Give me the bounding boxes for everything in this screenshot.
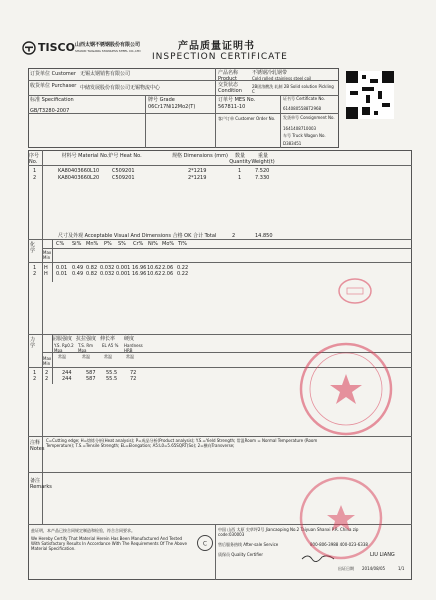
item-weight: 7.330 <box>255 175 270 181</box>
chem-mo: 2.06 <box>162 265 174 271</box>
chem-limit-label: Max Min <box>43 250 52 260</box>
consign-label: 发货单号 Consignment No. <box>283 115 335 120</box>
remarks-label: 备注 Remarks <box>30 478 52 490</box>
mech-temp-3: 常温 <box>104 354 112 359</box>
items-header-material: 材料号 Material No. <box>61 153 109 159</box>
company-stamp-icon <box>298 475 384 561</box>
certification-stamp-small <box>196 534 214 552</box>
mech-row-no: 2 <box>33 376 37 382</box>
chem-s: 0.001 <box>116 271 131 277</box>
product-value-cn: 不锈钢冷轧钢带 <box>252 70 288 76</box>
date-label: 出证日期 <box>338 566 354 571</box>
mech-temp-2: 常温 <box>82 354 90 359</box>
chem-mo: 2.06 <box>162 271 174 277</box>
mech-header-ts: 抗拉强度 <box>76 336 97 342</box>
mech-header-el: 伸长率 <box>100 336 116 342</box>
address: 中国 山西 太原 尖草坪2号 Jiancaoping No.2 Taiyuan Shanxi P.R. China zip code:030003 <box>218 527 359 537</box>
chem-row-no: 2 <box>33 271 37 277</box>
chem-si: 0.49 <box>72 265 84 271</box>
customer-label: 订货单位 Customer <box>30 71 76 77</box>
statement-cn: 兹证明，本产品已按合同规定制造和检验，符合合同要求。 <box>31 528 135 533</box>
title-cn: 产品质量证明书 <box>178 41 255 52</box>
mech-header-ts-en: T.S. Rm Mpa <box>78 343 93 353</box>
spec-label: 标准 Specification <box>30 97 74 103</box>
condition-value: 2B固溶酸洗 轧制 2B Solid solution Pickling C <box>252 84 334 94</box>
chem-si: 0.49 <box>72 271 84 277</box>
condition-label: 交货状态 Condition <box>218 82 242 94</box>
notes-text: C=Cutting edge; H=熔炼分析(Heat analysis); P=成品分析(Product analysis); Y.S.=Yield Strength; 常温Room = Normal Temperature (Room Temperature); T.S.=Tensile Strength; EL=Elongation; A5:L0=5.65SQRT(So); 2=横向Transverse; <box>46 438 318 448</box>
purchaser-value: 中储发展股份有限公司无锡物流中心 <box>80 85 161 91</box>
item-dim: 2*1219 <box>188 168 207 174</box>
brand-name: TISCO <box>38 41 75 54</box>
chem-cr: 16.96 <box>132 265 147 271</box>
mech-header-hard-en: Hardness HRB <box>124 343 143 353</box>
chem-ti: 0.22 <box>177 271 189 277</box>
mech-ts: 587 <box>86 370 96 376</box>
mech-temp-1: 常温 <box>58 354 66 359</box>
brand-cn: 山西太钢不锈钢股份有限公司 <box>75 42 141 48</box>
mech-el: 55.5 <box>106 376 118 382</box>
total-qty: 2 <box>232 233 236 239</box>
item-qty: 1 <box>238 175 242 181</box>
item-dim: 2*1219 <box>188 175 207 181</box>
small-red-stamp-icon <box>337 277 373 305</box>
chem-header-mo: Mo% <box>162 241 175 247</box>
item-no: 2 <box>33 175 37 181</box>
mech-ys: 244 <box>62 376 72 382</box>
mech-el: 55.5 <box>106 370 118 376</box>
mech-ys: 244 <box>62 370 72 376</box>
visual-check-label: 尺寸及外观 Acceptable Visual And Dimensions 合格 OK <box>58 233 192 239</box>
chem-header-s: S% <box>118 241 126 247</box>
mech-label: 力 学 <box>30 337 36 349</box>
tisco-logo <box>22 40 36 54</box>
mech-header-el-en: EL A5 % <box>102 343 119 348</box>
mech-row-dir: 2 <box>45 370 49 376</box>
item-heat: C509201 <box>112 175 135 181</box>
chem-row-type: H <box>44 265 48 271</box>
chem-ni: 10.62 <box>147 271 162 277</box>
chem-ti: 0.22 <box>177 265 189 271</box>
chem-p: 0.032 <box>100 271 115 277</box>
spec-value: GB/T3280-2007 <box>30 108 70 114</box>
grade-label: 牌号 Grade <box>148 97 175 103</box>
wagon-value: D383451 <box>283 141 302 146</box>
order-value: 567811-10 <box>218 104 246 110</box>
title-en: INSPECTION CERTIFICATE <box>152 52 288 62</box>
service-label: 售后服务热线 After-sale Service <box>218 542 279 547</box>
product-label: 产品名称 Product <box>218 70 239 82</box>
mech-ts: 587 <box>86 376 96 382</box>
statement-en: We Hereby Certify That Material Herein Has Been Manufactured And Tested With Satisfactory Results In Accordance With The Requirements Of The Above Material Specification. <box>31 536 187 551</box>
customer-value: 无锡太钢销售有限公司 <box>80 71 131 77</box>
mech-row-dir: 2 <box>45 376 49 382</box>
chem-header-cr: Cr% <box>133 241 144 247</box>
chem-header-mn: Mn% <box>86 241 99 247</box>
items-header-dim: 规格 Dimensions (mm) <box>171 153 228 159</box>
items-header-weight: 重量 Weight(t) <box>251 153 275 165</box>
mech-header-ys-en: Y.S. Rp0.2 Mpa <box>54 343 74 353</box>
mech-header-ys: 屈服强度 <box>52 336 73 342</box>
mech-header-hard: 硬度 <box>124 336 135 342</box>
consign-value: 1641408710003 <box>283 126 317 131</box>
wagon-label: 车号 Truck Wagon No. <box>283 133 326 138</box>
product-value-en: Cold rolled stainless steel coil <box>252 76 312 81</box>
item-no: 1 <box>33 168 37 174</box>
chem-label: 化 学 <box>30 242 36 254</box>
chem-c: 0.01 <box>56 271 68 277</box>
chem-c: 0.01 <box>56 265 68 271</box>
items-header-qty: 数量 Quantity <box>229 153 251 165</box>
page-value: 1/1 <box>398 566 405 571</box>
mech-hrb: 72 <box>130 370 137 376</box>
cert-value: 6140805588T2968 <box>283 106 322 111</box>
chem-p: 0.032 <box>100 265 115 271</box>
chem-cr: 16.96 <box>132 271 147 277</box>
qa-label: 质保员 Quality Certifier <box>218 552 264 557</box>
mech-hrb: 72 <box>130 376 137 382</box>
chem-header-ti: Ti% <box>178 241 188 247</box>
items-header-no: 序号 No. <box>29 153 40 165</box>
total-label: 合计 Total <box>193 233 217 239</box>
chem-header-ni: Ni% <box>148 241 158 247</box>
item-qty: 1 <box>238 168 242 174</box>
service-value: 800-806-3988 400-023-6338 <box>310 542 368 547</box>
cert-label: 证书号 Certificate No. <box>283 96 325 101</box>
chem-header-si: Si% <box>72 241 82 247</box>
grade-value: 06Cr17Ni12Mo2(T) <box>148 104 196 110</box>
chem-row-no: 1 <box>33 265 37 271</box>
order-label: 订单号 MES No. <box>218 97 256 103</box>
chem-mn: 0.82 <box>86 265 98 271</box>
customer-order-label: 客户订单 Customer Order No. <box>218 116 276 121</box>
chem-row-type: H <box>44 271 48 277</box>
chem-header-p: P% <box>104 241 112 247</box>
date-value: 2014/08/05 <box>362 566 386 571</box>
brand-en: SHANXI TAIGANG STAINLESS STEEL CO.,LTD <box>75 49 141 53</box>
mech-row-no: 1 <box>33 370 37 376</box>
notes-label: 注释 Notes <box>30 440 45 452</box>
chem-s: 0.001 <box>116 265 131 271</box>
items-header-heat: 炉号 Heat No. <box>108 153 142 159</box>
item-heat: C509201 <box>112 168 135 174</box>
chem-header-c: C% <box>56 241 65 247</box>
item-weight: 7.520 <box>255 168 270 174</box>
chem-ni: 10.62 <box>147 265 162 271</box>
quality-stamp-icon <box>297 340 395 438</box>
chem-mn: 0.82 <box>86 271 98 277</box>
item-material: KA80403660L10 <box>58 168 100 174</box>
qa-name: LIU LIANG <box>370 552 395 558</box>
total-weight: 14.850 <box>255 233 273 239</box>
svg-text:C: C <box>202 540 208 548</box>
mech-limit-label: Max Min <box>43 356 52 366</box>
item-material: KA80403660L20 <box>58 175 100 181</box>
qr-code <box>346 71 394 119</box>
mech-temp-4: 常温 <box>126 354 134 359</box>
purchaser-label: 收货单位 Purchaser <box>30 83 77 89</box>
